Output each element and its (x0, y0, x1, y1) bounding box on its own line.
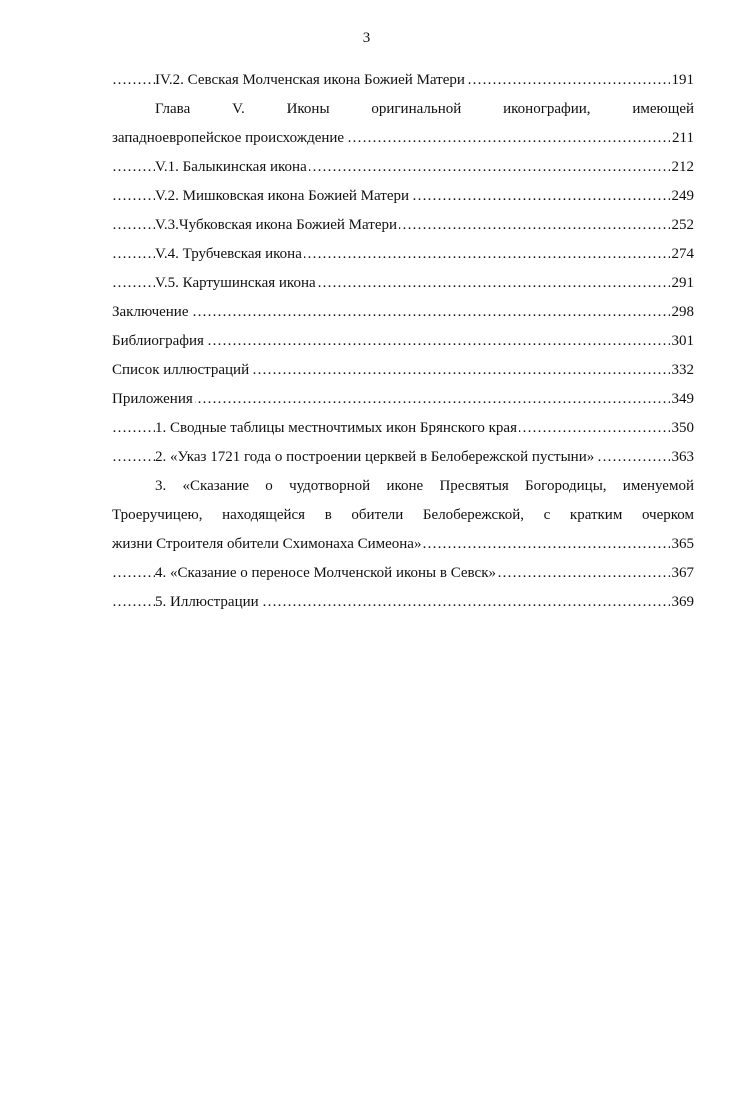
toc-entry-page: 301 (670, 327, 695, 356)
toc-entry-line: 3. «Сказание о чудотворной иконе Пресвятыя Богородицы, именуемой (155, 478, 694, 494)
toc-entry-title: Библиография (112, 333, 204, 349)
toc-entry-title: жизни Строителя обители Схимонаха Симеона» (112, 536, 422, 552)
toc-entry-title: V.5. Картушинская икона (155, 275, 316, 291)
toc-entry-page: 369 (670, 588, 695, 617)
toc-entry-line: Троеручицею, находящейся в обители Белобережской, с кратким очерком (112, 507, 694, 523)
toc-entry (112, 588, 694, 617)
toc-entry (112, 269, 694, 298)
toc-entry (112, 559, 694, 588)
toc-entry (112, 124, 694, 153)
page-number: 3 (362, 30, 371, 46)
toc-entry (112, 530, 694, 559)
toc-entry (112, 240, 694, 269)
toc-entry-page: 252 (670, 211, 695, 240)
toc-entry-title: 1. Сводные таблицы местночтимых икон Брянского края (155, 420, 517, 436)
toc-entry (112, 66, 694, 95)
toc-entry-line: Глава V. Иконы оригинальной иконографии, имеющей (155, 101, 694, 117)
toc-entry-page: 349 (670, 385, 695, 414)
toc-entry-title: 4. «Сказание о переносе Молченской иконы в Севск» (155, 565, 496, 581)
toc-entry-title: Приложения (112, 391, 193, 407)
toc-entry-page: 291 (670, 269, 695, 298)
toc-entry-title: V.1. Балыкинская икона (155, 159, 307, 175)
toc-entry-page: 298 (670, 298, 695, 327)
toc-entry-title: V.2. Мишковская икона Божией Матери (155, 188, 410, 204)
toc-entry (112, 182, 694, 211)
toc-entry (112, 211, 694, 240)
table-of-contents (112, 66, 694, 617)
toc-entry-page: 191 (670, 66, 695, 95)
toc-entry (112, 443, 694, 472)
toc-entry-page: 249 (670, 182, 695, 211)
toc-entry-page: 350 (670, 414, 695, 443)
toc-entry-page: 363 (670, 443, 695, 472)
toc-entry-page: 332 (670, 356, 695, 385)
toc-entry (112, 327, 694, 356)
toc-entry-page: 212 (670, 153, 695, 182)
toc-entry-title: Заключение (112, 304, 189, 320)
toc-entry-title: 2. «Указ 1721 года о построении церквей в Белобережской пустыни» (155, 449, 595, 465)
toc-entry-title: Список иллюстраций (112, 362, 250, 378)
toc-entry-title: IV.2. Севская Молченская икона Божией Матери (155, 72, 465, 88)
toc-entry (112, 153, 694, 182)
toc-entry-title: западноевропейское происхождение (112, 130, 345, 146)
toc-entry (112, 414, 694, 443)
toc-entry (112, 298, 694, 327)
toc-entry (112, 385, 694, 414)
toc-entry-title: V.3.Чубковская икона Божией Матери (155, 217, 398, 233)
toc-entry-title: 5. Иллюстрации (155, 594, 259, 610)
toc-entry-page: 211 (670, 124, 694, 153)
toc-entry-page: 367 (670, 559, 695, 588)
toc-entry-page: 365 (670, 530, 695, 559)
toc-entry (112, 356, 694, 385)
toc-entry-page: 274 (670, 240, 695, 269)
toc-entry-title: V.4. Трубчевская икона (155, 246, 302, 262)
